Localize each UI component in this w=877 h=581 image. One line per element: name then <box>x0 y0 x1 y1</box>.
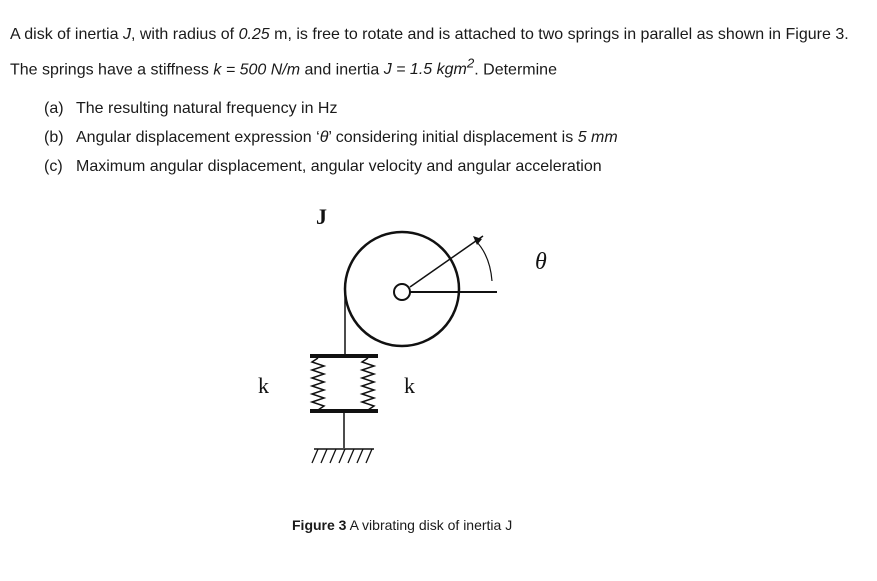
intro-text: m, is free to rotate and is attached to two springs in parallel as shown in Figure 3. The springs have a stiffness <box>10 26 849 79</box>
intro-inertia-value: J = 1.5 kgm$^2$ <box>383 56 475 79</box>
question-text: The resulting natural frequency in Hz <box>76 100 338 117</box>
question-label: (a) <box>44 100 64 117</box>
intro-text: A disk of inertia <box>10 26 123 43</box>
question-label: (b) <box>44 129 64 146</box>
spring-left <box>312 358 324 410</box>
question-text: Angular displacement expression ‘ <box>76 129 320 146</box>
rotation-line <box>410 236 483 287</box>
intro-text: . Determine <box>474 61 557 79</box>
caption-text: A vibrating disk of inertia J <box>346 517 513 533</box>
question-text: Maximum angular displacement, angular velocity and angular acceleration <box>76 158 602 175</box>
question-text: ’ considering initial displacement is <box>328 129 578 146</box>
initial-displacement-value: 5 mm <box>577 129 618 146</box>
disk-spring-figure <box>240 195 560 485</box>
caption-label: Figure 3 <box>292 517 347 533</box>
theta-label: θ <box>535 249 547 275</box>
question-item-b <box>44 123 618 152</box>
question-list <box>44 94 618 181</box>
intro-stiffness-value: k = 500 N/m <box>213 61 301 79</box>
intro-text: and inertia <box>300 61 384 79</box>
intro-radius-value: 0.25 <box>238 26 270 43</box>
figure-caption <box>292 515 512 535</box>
intro-text: , with radius of <box>130 26 239 43</box>
spring-right-label: k <box>404 373 415 398</box>
theta-arc <box>475 240 492 281</box>
problem-statement <box>10 20 870 84</box>
intro-inertia-symbol: J <box>122 26 131 43</box>
theta-symbol: θ <box>319 129 329 146</box>
question-item-c <box>44 152 618 181</box>
inertia-label: J <box>316 204 327 229</box>
ground-hatch <box>312 449 372 463</box>
spring-left-label: k <box>258 373 269 398</box>
disk-hub <box>394 284 410 300</box>
question-item-a <box>44 94 618 123</box>
question-label: (c) <box>44 158 63 175</box>
spring-right <box>362 358 374 410</box>
